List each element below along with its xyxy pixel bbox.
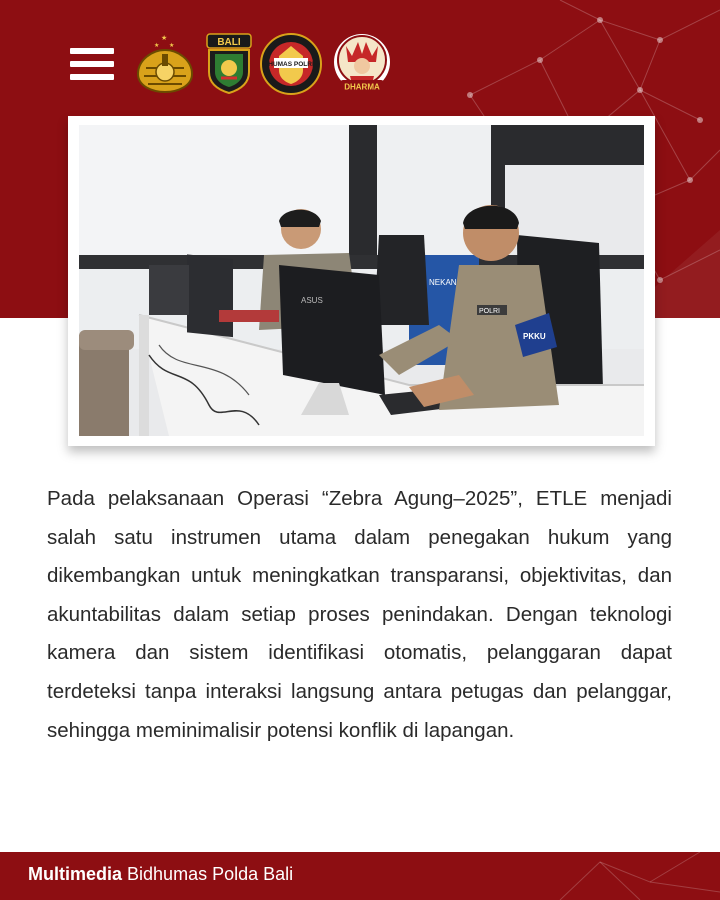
article-paragraph: Pada pelaksanaan Operasi “Zebra Agung–2025”, ETLE menjadi salah satu instrumen utama dalam penegakan hukum yang dikembangkan untuk meningkatkan transparansi, objektivitas, dan akuntabilitas dalam setiap proses penindakan. Dengan teknologi kamera dan sistem identifikasi otomatis, pelanggaran dapat terdeteksi tanpa interaksi langsung antara petugas dan pelanggar, sehingga meminimalisir potensi konflik di lapangan. — [47, 487, 672, 742]
dharma-mascot-logo — [332, 32, 392, 94]
nameplate-text: POLRI — [479, 308, 501, 315]
humas-polri-logo — [258, 32, 324, 96]
photo-card — [68, 116, 655, 446]
footer-bar — [0, 852, 720, 900]
polda-bali-logo-text: BALI — [217, 37, 241, 48]
footer-brand-bold: Multimedia — [28, 864, 123, 884]
footer-brand — [28, 864, 293, 885]
armband-text: PKKU — [523, 332, 546, 341]
hamburger-menu-icon[interactable] — [70, 48, 114, 84]
footer-brand-rest: Bidhumas Polda Bali — [127, 864, 294, 884]
tribrata-emblem-logo — [132, 32, 198, 94]
svg-text:★: ★ — [169, 42, 175, 49]
officers-at-computers-photo — [79, 125, 644, 436]
humas-polri-logo-text: HUMAS POLRI — [268, 61, 314, 68]
svg-text:★: ★ — [161, 34, 168, 42]
polda-bali-logo — [205, 32, 253, 94]
banner-text: NEKAN — [429, 278, 457, 287]
dharma-mascot-logo-text: DHARMA — [344, 82, 380, 92]
monitor-brand-text: ASUS — [301, 296, 323, 305]
svg-text:★: ★ — [154, 42, 160, 49]
